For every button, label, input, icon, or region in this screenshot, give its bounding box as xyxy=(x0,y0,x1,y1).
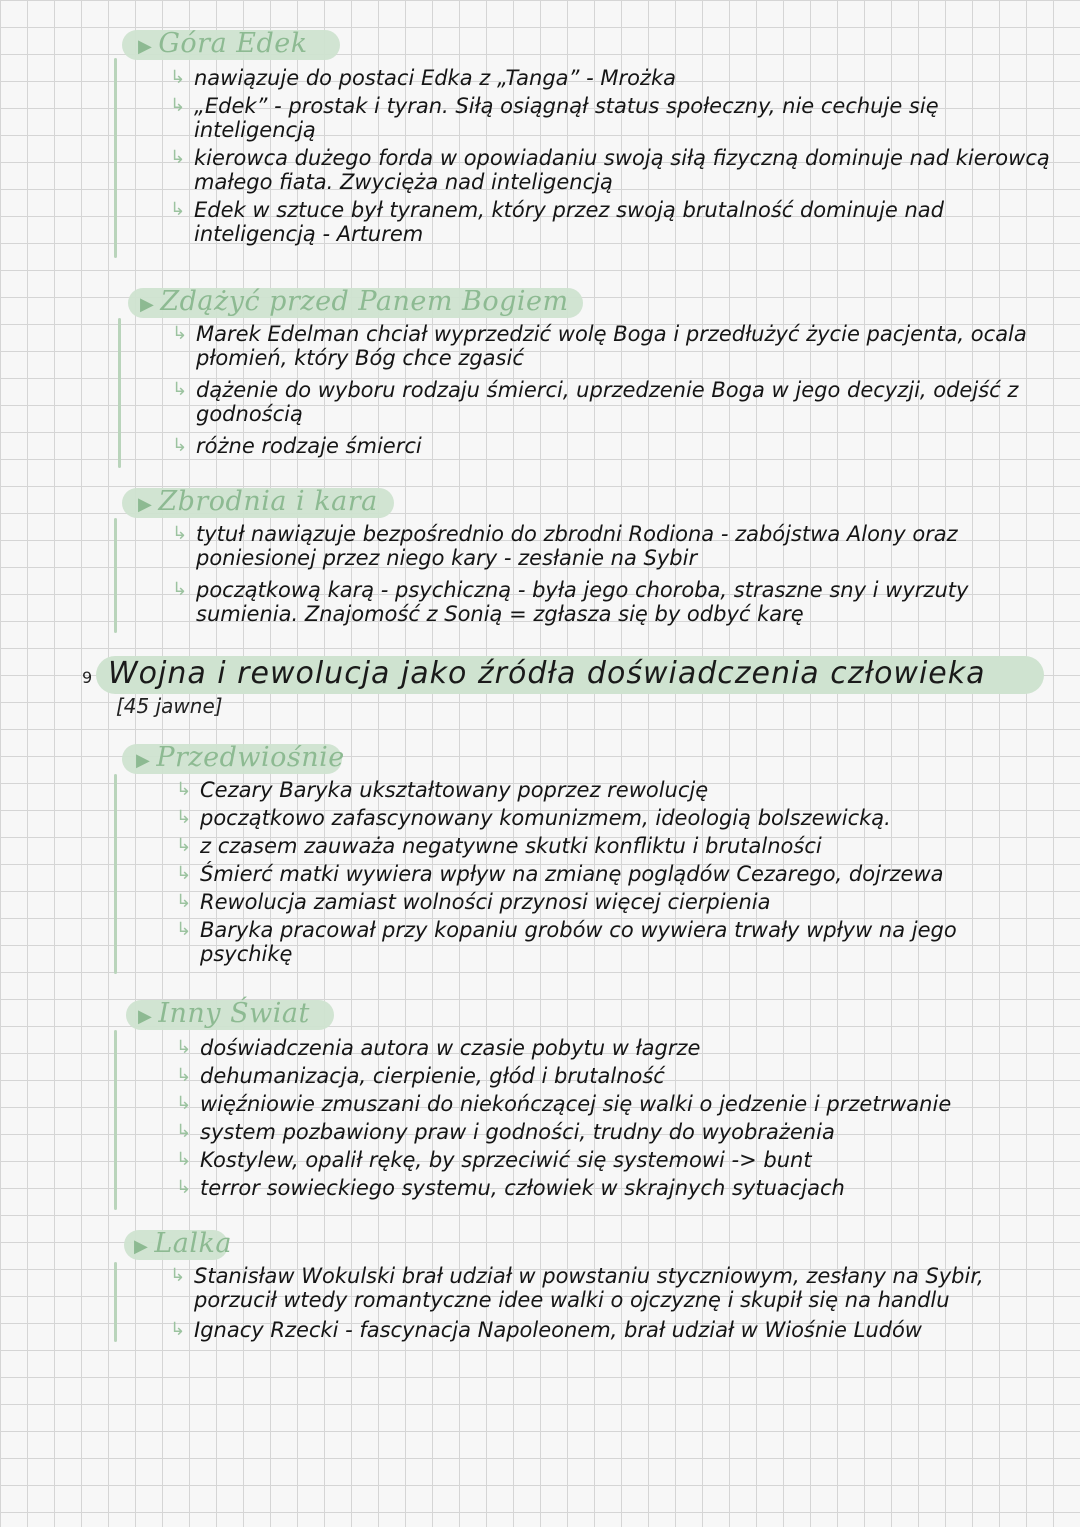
list-item: ↳ początkową karą - psychiczną - była jego choroba, straszne sny i wyrzuty sumienia. Znajomość z Sonią = zgłasza się by odbyć karę xyxy=(172,578,969,626)
arrow-icon: ↳ xyxy=(176,835,192,856)
list-item: ↳ dehumanizacja, cierpienie, głód i brutalność xyxy=(176,1064,665,1088)
arrow-icon: ↳ xyxy=(170,199,186,220)
list-item: ↳ „Edek” - prostak i tyran. Siłą osiągnął status społeczny, nie cechuje się inteligencją xyxy=(170,94,939,142)
section-bar xyxy=(114,518,117,633)
arrow-icon: ↳ xyxy=(172,523,188,544)
list-item: ↳ początkowo zafascynowany komunizmem, ideologią bolszewicką. xyxy=(176,806,891,830)
arrow-icon: ↳ xyxy=(176,1065,192,1086)
arrow-icon: ↳ xyxy=(170,1265,186,1286)
list-item: ↳ z czasem zauważa negatywne skutki konfliktu i brutalności xyxy=(176,834,822,858)
list-item: ↳ różne rodzaje śmierci xyxy=(172,434,422,458)
arrow-icon: ↳ xyxy=(176,919,192,940)
arrow-icon: ↳ xyxy=(176,1149,192,1170)
section-heading xyxy=(138,486,378,517)
list-item: ↳ tytuł nawiązuje bezpośrednio do zbrodni Rodiona - zabójstwa Alony oraz poniesionej przez niego kary - zesłanie na Sybir xyxy=(172,522,958,570)
section-bar xyxy=(114,1030,117,1210)
heading-text: Lalka xyxy=(154,1228,232,1259)
triangle-bullet-icon: ▶ xyxy=(134,1236,149,1257)
arrow-icon: ↳ xyxy=(176,1093,192,1114)
topic-number: 9 xyxy=(82,668,93,687)
arrow-icon: ↳ xyxy=(176,1177,192,1198)
heading-text: Zdążyć przed Panem Bogiem xyxy=(160,286,569,317)
triangle-bullet-icon: ▶ xyxy=(138,1006,153,1027)
heading-text: Góra Edek xyxy=(158,28,308,59)
list-item: ↳ terror sowieckiego systemu, człowiek w skrajnych sytuacjach xyxy=(176,1176,845,1200)
arrow-icon: ↳ xyxy=(170,147,186,168)
heading-text: Inny Świat xyxy=(158,998,310,1029)
bullet-list xyxy=(170,66,1050,246)
heading-text: Zbrodnia i kara xyxy=(158,486,378,517)
list-item: ↳ Stanisław Wokulski brał udział w powstaniu styczniowym, zesłany na Sybir, porzucił wtedy romantyczne idee walki o ojczyznę i skupił się na handlu xyxy=(170,1264,984,1312)
list-item: ↳ Marek Edelman chciał wyprzedzić wolę Boga i przedłużyć życie pacjenta, ocala płomień, który Bóg chce zgasić xyxy=(172,322,1027,370)
list-item: ↳ więźniowie zmuszani do niekończącej się walki o jedzenie i przetrwanie xyxy=(176,1092,952,1116)
bullet-list xyxy=(176,778,1036,966)
list-item: ↳ dążenie do wyboru rodzaju śmierci, uprzedzenie Boga w jego decyzji, odejść z godnością xyxy=(172,378,1019,426)
list-item: ↳ Edek w sztuce był tyranem, który przez swoją brutalność dominuje nad inteligencją - Arturem xyxy=(170,198,945,246)
arrow-icon: ↳ xyxy=(172,323,188,344)
section-bar xyxy=(114,58,117,258)
section-bar xyxy=(118,318,121,468)
list-item: ↳ doświadczenia autora w czasie pobytu w łagrze xyxy=(176,1036,701,1060)
section-bar xyxy=(114,1262,117,1342)
list-item: ↳ system pozbawiony praw i godności, trudny do wyobrażenia xyxy=(176,1120,835,1144)
arrow-icon: ↳ xyxy=(172,379,188,400)
arrow-icon: ↳ xyxy=(172,435,188,456)
list-item: ↳ Cezary Baryka ukształtowany poprzez rewolucję xyxy=(176,778,709,802)
list-item: ↳ kierowca dużego forda w opowiadaniu swoją siłą fizyczną dominuje nad kierowcą małego fiata. Zwycięża nad inteligencją xyxy=(170,146,1050,194)
bullet-list xyxy=(172,522,1052,626)
arrow-icon: ↳ xyxy=(170,95,186,116)
triangle-bullet-icon: ▶ xyxy=(140,294,155,315)
section-heading xyxy=(136,742,345,773)
heading-text: Przedwiośnie xyxy=(156,742,345,773)
triangle-bullet-icon: ▶ xyxy=(136,750,151,771)
arrow-icon: ↳ xyxy=(176,891,192,912)
triangle-bullet-icon: ▶ xyxy=(138,494,153,515)
arrow-icon: ↳ xyxy=(176,807,192,828)
list-item: ↳ Kostylew, opalił rękę, by sprzeciwić się systemowi -> bunt xyxy=(176,1148,812,1172)
section-heading xyxy=(140,286,569,317)
arrow-icon: ↳ xyxy=(176,863,192,884)
list-item: ↳ Ignacy Rzecki - fascynacja Napoleonem, brał udział w Wiośnie Ludów xyxy=(170,1318,922,1342)
arrow-icon: ↳ xyxy=(170,67,186,88)
section-heading xyxy=(134,1228,232,1259)
list-item: ↳ Baryka pracował przy kopaniu grobów co wywiera trwały wpływ na jego psychikę xyxy=(176,918,957,966)
bullet-list xyxy=(170,1264,1050,1342)
section-bar xyxy=(114,774,117,974)
main-topic-title: Wojna i rewolucja jako źródła doświadczenia człowieka xyxy=(108,656,986,691)
list-item: ↳ Śmierć matki wywiera wpływ na zmianę poglądów Cezarego, dojrzewa xyxy=(176,862,944,886)
arrow-icon: ↳ xyxy=(176,1121,192,1142)
section-heading xyxy=(138,998,310,1029)
list-item: ↳ Rewolucja zamiast wolności przynosi więcej cierpienia xyxy=(176,890,771,914)
section-heading xyxy=(138,28,308,59)
bullet-list xyxy=(172,322,1052,458)
list-item: ↳ nawiązuje do postaci Edka z „Tanga” - Mrożka xyxy=(170,66,676,90)
arrow-icon: ↳ xyxy=(170,1319,186,1340)
triangle-bullet-icon: ▶ xyxy=(138,36,153,57)
main-topic-subtitle: [45 jawne] xyxy=(116,694,223,718)
arrow-icon: ↳ xyxy=(172,579,188,600)
arrow-icon: ↳ xyxy=(176,1037,192,1058)
bullet-list xyxy=(176,1036,1036,1200)
arrow-icon: ↳ xyxy=(176,779,192,800)
